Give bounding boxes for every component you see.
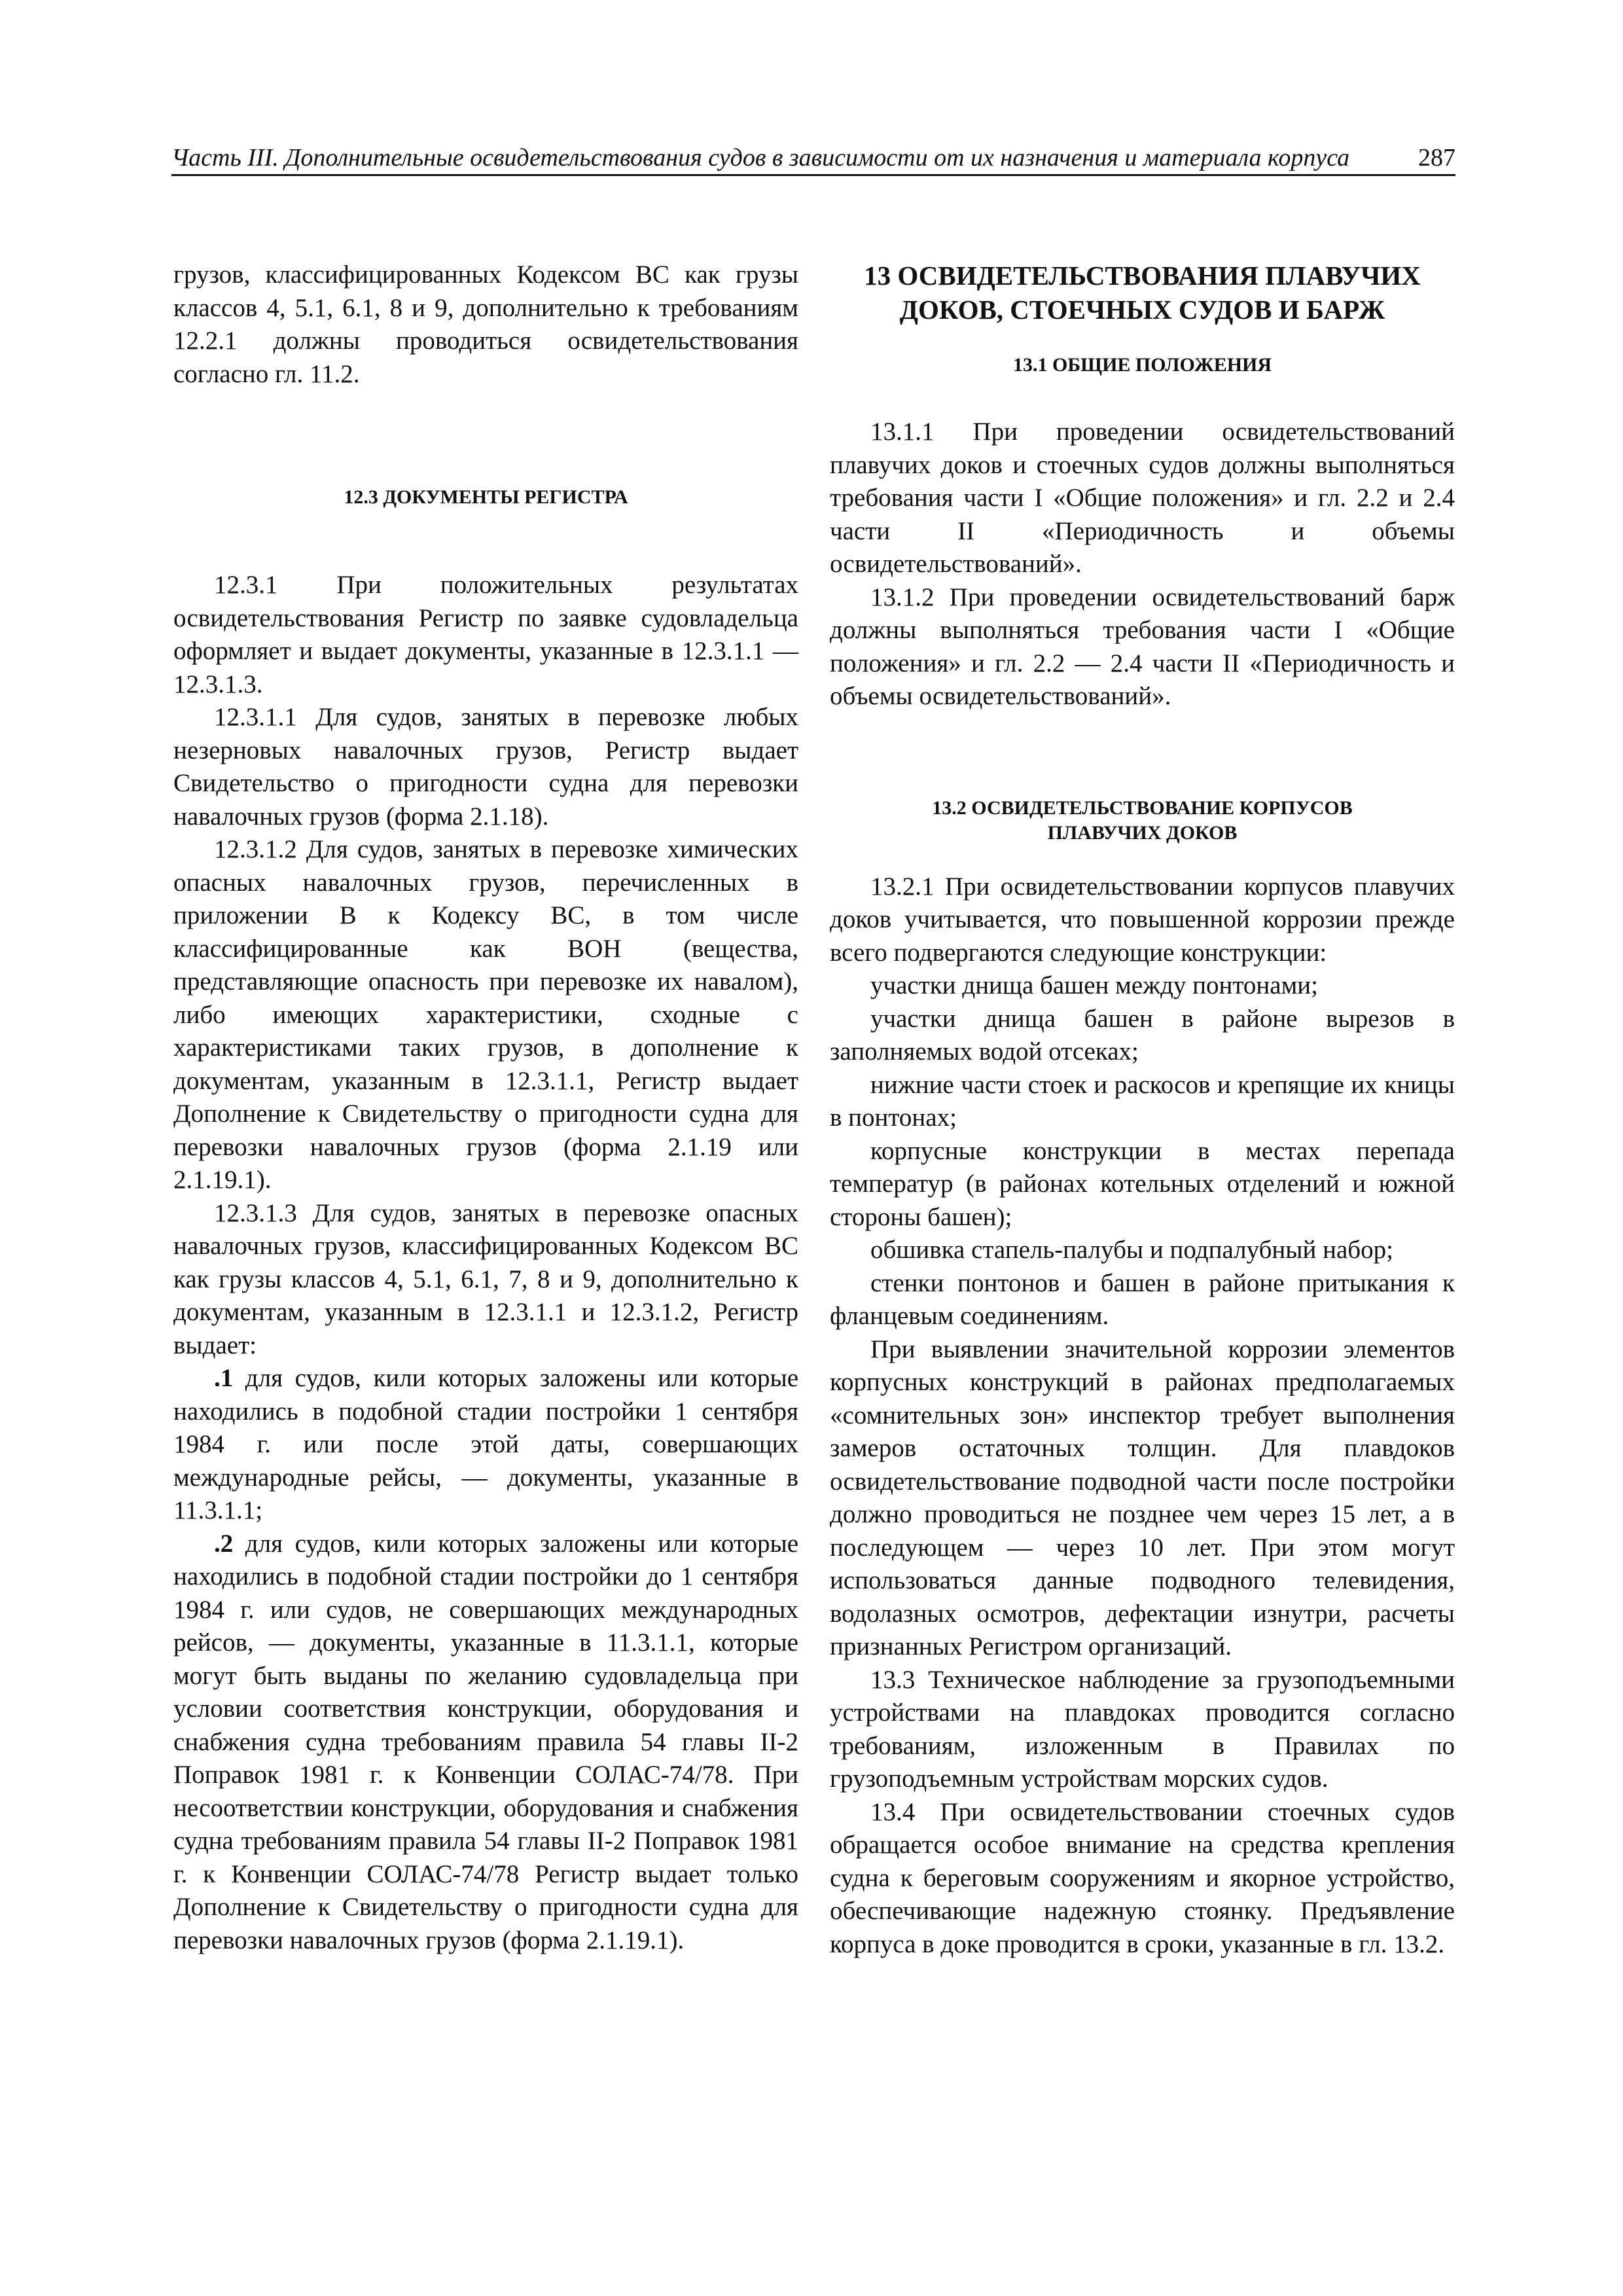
para-text: При положительных результатах освидетельствования Регистр по заявке судовладельца оформляет и выдает документы, указанные в 12.3.1.1 — 12.3.1.3. [173, 571, 799, 698]
section-heading-13-2 [830, 796, 1455, 846]
list-item-1 [173, 1362, 798, 1528]
running-header [171, 141, 1455, 176]
list-item: корпусные конструкции в местах перепада температур (в районах котельных отделений и южной стороны башен); [830, 1136, 1455, 1231]
paragraph-13-1-2 [830, 581, 1455, 713]
list-item: участки днища башен между понтонами; [870, 971, 1319, 999]
item-number: .2 [214, 1529, 234, 1558]
para-text: Для судов, занятых в перевозке химических опасных навалочных грузов, перечисленных в приложении В к Кодексу ВС, в том числе классифицированные как ВОН (вещества, представляющие опасность при перевозке их навалом), либо имеющих характеристики, сходные с характеристиками таких грузов, в дополнение к документам, указанным в 12.3.1.1, Регистр выдает Дополнение к Свидетельству о пригодности судна для перевозки навалочных грузов (форма 2.1.19 или 2.1.19.1). [173, 835, 798, 1194]
para-number: 12.3.1 [214, 571, 278, 599]
list-item: обшивка стапель-палубы и подпалубный набор; [870, 1236, 1393, 1264]
paragraph-13-2-1 [830, 870, 1455, 970]
paragraph-13-4 [830, 1796, 1455, 1962]
para-number: 13.1.1 [870, 418, 935, 446]
page-number: 287 [1418, 144, 1455, 171]
paragraph-12-3-1-3 [173, 1197, 798, 1363]
para-number: 12.3.1.2 [214, 835, 297, 863]
list-item: нижние части стоек и раскосов и крепящие их кницы в понтонах; [830, 1070, 1455, 1132]
paragraph-13-3 [830, 1664, 1455, 1796]
left-column [173, 259, 798, 1957]
para-number: 12.3.1.1 [214, 703, 297, 731]
right-column [830, 259, 1455, 1961]
item-text: для судов, кили которых заложены или которые находились в подобной стадии постройки 1 сентября 1984 г. или после этой даты, совершающих международные рейсы, — документы, указанные в 11.3.1.1; [173, 1364, 799, 1524]
continued-paragraph: грузов, классифицированных Кодексом ВС как грузы классов 4, 5.1, 6.1, 8 и 9, дополнительно к требованиям 12.2.1 должны проводиться освидетельствования согласно гл. 11.2. [173, 260, 798, 388]
list-item-2 [173, 1528, 798, 1958]
para-number: 13.1.2 [870, 583, 935, 611]
para-text: Для судов, занятых в перевозке опасных навалочных грузов, классифицированных Кодексом ВС как грузы классов 4, 5.1, 6.1, 7, 8 и 9, дополнительно к документам, указанным в 12.3.1.1 и 12.3.1.2, Регистр выдает: [173, 1198, 799, 1359]
item-number: .1 [214, 1364, 234, 1392]
para-number: 12.3.1.3 [214, 1198, 297, 1227]
paragraph-13-1-1 [830, 416, 1455, 581]
paragraph-12-3-1-2 [173, 833, 798, 1197]
chapter-title-line-1: 13 ОСВИДЕТЕЛЬСТВОВАНИЯ ПЛАВУЧИХ [864, 260, 1421, 291]
chapter-title [830, 259, 1455, 327]
para-text: Для судов, занятых в перевозке любых незерновых навалочных грузов, Регистр выдает Свидетельство о пригодности судна для перевозки навалочных грузов (форма 2.1.18). [173, 703, 799, 831]
running-title: Часть III. Дополнительные освидетельствования судов в зависимости от их назначения и материала корпуса [171, 144, 1350, 171]
section-heading-13-2-line-2: ПЛАВУЧИХ ДОКОВ [1047, 821, 1238, 844]
para-number: 13.3 [870, 1665, 916, 1694]
paragraph-corrosion: При выявлении значительной коррозии элементов корпусных конструкций в районах предполагаемых «сомнительных зон» инспектор требует выполнения замеров остаточных толщин. Для плавдоков освидетельствование подводной части после постройки должно проводиться не позднее чем через 15 лет, а в последующем — через 10 лет. При этом могут использоваться данные подводного телевидения, водолазных осмотров, дефектации изнутри, расчеты признанных Регистром организаций. [830, 1335, 1455, 1660]
para-text: Техническое наблюдение за грузоподъемными устройствами на плавдоках проводится согласно требованиям, изложенным в Правилах по грузоподъемным устройствам морских судов. [830, 1665, 1455, 1793]
section-heading-13-2-line-1: 13.2 ОСВИДЕТЕЛЬСТВОВАНИЕ КОРПУСОВ [932, 797, 1353, 819]
para-number: 13.2.1 [870, 872, 935, 901]
para-text: При освидетельствовании корпусов плавучих доков учитывается, что повышенной коррозии прежде всего подвергаются следующие конструкции: [830, 872, 1455, 967]
paragraph-12-3-1-1 [173, 701, 798, 833]
section-heading-12-3: 12.3 ДОКУМЕНТЫ РЕГИСТРА [344, 486, 628, 508]
para-text: При проведении освидетельствований плавучих доков и стоечных судов должны выполняться требования части I «Общие положения» и гл. 2.2 и 2.4 части II «Периодичность и объемы освидетельствований». [830, 418, 1455, 578]
paragraph-12-3-1 [173, 569, 798, 701]
list-item: стенки понтонов и башен в районе притыкания к фланцевым соединениям. [830, 1268, 1455, 1330]
list-item: участки днища башен в районе вырезов в заполняемых водой отсеках; [830, 1004, 1455, 1066]
para-number: 13.4 [870, 1797, 916, 1826]
section-heading-13-1: 13.1 ОБЩИЕ ПОЛОЖЕНИЯ [1012, 354, 1272, 376]
para-text: При проведении освидетельствований барж должны выполняться требования части I «Общие положения» и гл. 2.2 — 2.4 части II «Периодичность и объемы освидетельствований». [830, 583, 1455, 710]
chapter-title-line-2: ДОКОВ, СТОЕЧНЫХ СУДОВ И БАРЖ [899, 295, 1385, 325]
para-text: При освидетельствовании стоечных судов обращается особое внимание на средства крепления судна к береговым сооружениям и якорное устройство, обеспечивающие надежную стоянку. Предъявление корпуса в доке проводится в сроки, указанные в гл. 13.2. [830, 1797, 1455, 1958]
item-text: для судов, кили которых заложены или которые находились в подобной стадии постройки до 1 сентября 1984 г. или судов, не совершающих международных рейсов, — документы, указанные в 11.3.1.1, которые могут быть выданы по желанию судовладельца при условии соответствия конструкции, оборудования и снабжения судна требованиям правила 54 главы II-2 Поправок 1981 г. к Конвенции СОЛАС-74/78. При несоответствии конструкции, оборудования и снабжения судна требованиям правила 54 главы II-2 Поправок 1981 г. к Конвенции СОЛАС-74/78 Регистр выдает только Дополнение к Свидетельству о пригодности судна для перевозки навалочных грузов (форма 2.1.19.1). [173, 1529, 799, 1954]
